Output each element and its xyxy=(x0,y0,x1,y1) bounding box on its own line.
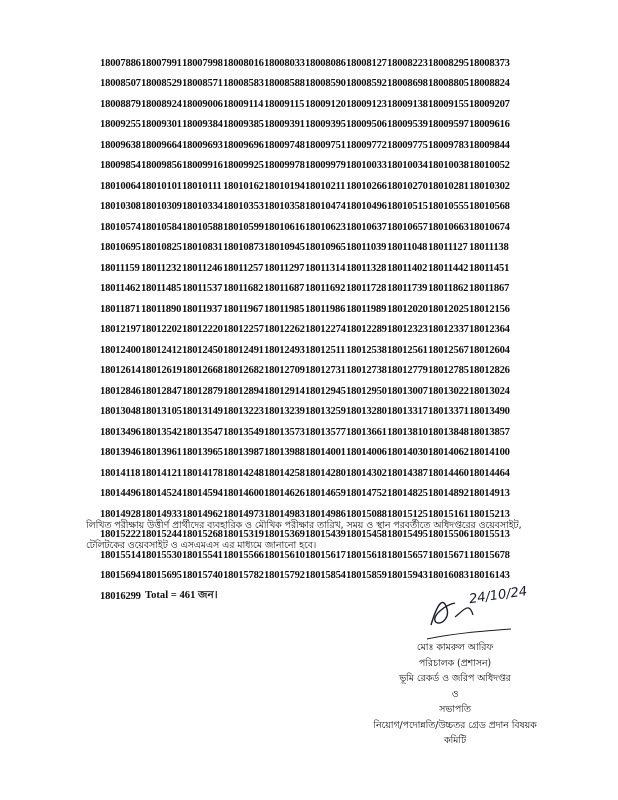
roll-number: 18015566 xyxy=(223,549,264,561)
roll-row xyxy=(100,258,510,279)
roll-number: 18010334 xyxy=(182,201,223,213)
roll-number: 18012491 xyxy=(223,344,264,356)
roll-number: 18008033 xyxy=(264,57,305,69)
roll-number: 18010308 xyxy=(100,201,141,213)
roll-number: 18013542 xyxy=(141,426,182,438)
roll-number: 18015222 xyxy=(100,529,141,541)
roll-number: 18009979 xyxy=(305,160,346,172)
roll-number: 18013496 xyxy=(100,426,141,438)
roll-number: 18012950 xyxy=(346,385,387,397)
roll-number: 18013259 xyxy=(305,406,346,418)
roll-number: 18015458 xyxy=(346,529,387,541)
roll-number: 18012538 xyxy=(346,344,387,356)
roll-number: 18011246 xyxy=(182,262,223,274)
roll-number: 18009385 xyxy=(223,119,264,131)
roll-number: 18015213 xyxy=(469,508,510,520)
roll-number: 18009916 xyxy=(182,160,223,172)
roll-number: 18016143 xyxy=(469,570,510,582)
roll-number: 18013857 xyxy=(469,426,510,438)
roll-number: 18011485 xyxy=(141,283,182,295)
roll-number: 18012619 xyxy=(141,365,182,377)
roll-number: 18009301 xyxy=(141,119,182,131)
roll-number: 18012025 xyxy=(428,303,469,315)
roll-number: 18013024 xyxy=(469,385,510,397)
roll-number: 18008590 xyxy=(305,78,346,90)
roll-number: 18012450 xyxy=(182,344,223,356)
roll-number: 18008698 xyxy=(387,78,428,90)
roll-number: 18013549 xyxy=(223,426,264,438)
roll-number: 18013848 xyxy=(428,426,469,438)
roll-row xyxy=(100,115,510,136)
roll-number: 18014118 xyxy=(100,467,141,479)
roll-number: 18009693 xyxy=(182,139,223,151)
roll-number: 18014986 xyxy=(305,508,346,520)
roll-number: 18010663 xyxy=(428,221,469,233)
roll-number: 18011297 xyxy=(264,262,305,274)
roll-number: 18011967 xyxy=(223,303,264,315)
roll-number: 18014001 xyxy=(305,447,346,459)
roll-number: 18015671 xyxy=(428,549,469,561)
roll-number: 18012323 xyxy=(387,324,428,336)
roll-number: 18010358 xyxy=(264,201,305,213)
roll-number: 18012894 xyxy=(223,385,264,397)
roll-number: 18011451 xyxy=(469,262,510,274)
roll-number: 18012156 xyxy=(469,303,510,315)
roll-number: 18010270 xyxy=(387,180,428,192)
roll-number: 18012668 xyxy=(182,365,223,377)
roll-number: 18008529 xyxy=(141,78,182,90)
notice-text: লিখিত পরীক্ষায় উত্তীর্ণ প্রার্থীদের ব্যবহারিক ও মৌখিক পরীক্ষার তারিখ, সময় ও স্থান পরবর্তীতে অধিদপ্তরের ওয়েবসাইট, টেলিটকের ওয়েবসাইট ও এসএমএস এর মাধ্যমে জানানো হবে। xyxy=(86,520,522,551)
signatory-name: মোঃ কামরুল আরিফ xyxy=(416,642,494,653)
roll-number: 18013946 xyxy=(100,447,141,459)
roll-number: 18013105 xyxy=(141,406,182,418)
roll-number: 18014062 xyxy=(428,447,469,459)
roll-number: 18012945 xyxy=(305,385,346,397)
roll-number: 18015369 xyxy=(264,529,305,541)
roll-number: 18008588 xyxy=(264,78,305,90)
roll-number: 18015268 xyxy=(182,529,223,541)
roll-row xyxy=(100,402,510,423)
roll-number: 18011728 xyxy=(346,283,387,295)
roll-number: 18015088 xyxy=(346,508,387,520)
roll-row xyxy=(100,279,510,300)
roll-number: 18011867 xyxy=(469,283,510,295)
roll-number: 18011537 xyxy=(182,283,223,295)
roll-number: 18009978 xyxy=(264,160,305,172)
roll-number: 18009155 xyxy=(428,98,469,110)
roll-number: 18014258 xyxy=(264,467,305,479)
roll-number: 18015792 xyxy=(264,570,305,582)
roll-number: 18012561 xyxy=(387,344,428,356)
roll-number: 18010588 xyxy=(182,221,223,233)
roll-number: 18008583 xyxy=(223,78,264,90)
roll-number: 18011402 xyxy=(387,262,428,274)
roll-number: 18009506 xyxy=(346,119,387,131)
roll-number: 18014825 xyxy=(387,488,428,500)
roll-number: 18014280 xyxy=(305,467,346,479)
roll-number: 18011039 xyxy=(346,242,387,254)
roll-number: 18009539 xyxy=(387,119,428,131)
roll-number: 18009775 xyxy=(387,139,428,151)
roll-number: 18009384 xyxy=(182,119,223,131)
roll-number: 18009123 xyxy=(346,98,387,110)
roll-number: 18013048 xyxy=(100,406,141,418)
roll-number: 18012400 xyxy=(100,344,141,356)
roll-number: 18009854 xyxy=(100,160,141,172)
roll-number: 18012614 xyxy=(100,365,141,377)
roll-number: 18013961 xyxy=(141,447,182,459)
committee-line-2: কমিটি xyxy=(443,735,467,746)
roll-number: 18015513 xyxy=(469,529,510,541)
roll-number: 18008127 xyxy=(346,57,387,69)
roll-number: 18009006 xyxy=(182,98,223,110)
roll-number: 18015694 xyxy=(100,570,141,582)
roll-number: 18012289 xyxy=(346,324,387,336)
roll-number: 18008592 xyxy=(346,78,387,90)
roll-number: 18010302 xyxy=(469,180,510,192)
roll-number: 18012604 xyxy=(469,344,510,356)
roll-row xyxy=(100,443,510,464)
roll-number: 18010034 xyxy=(387,160,428,172)
roll-number: 18009120 xyxy=(305,98,346,110)
signatory-role: সভাপতি xyxy=(439,704,471,715)
roll-number: 18012846 xyxy=(100,385,141,397)
roll-number: 18008879 xyxy=(100,98,141,110)
roll-number: 18008223 xyxy=(387,57,428,69)
roll-number: 18014302 xyxy=(346,467,387,479)
roll-number: 18013280 xyxy=(346,406,387,418)
roll-number: 18008571 xyxy=(182,78,223,90)
roll-number: 18007886 xyxy=(100,57,141,69)
roll-number: 18012731 xyxy=(305,365,346,377)
roll-number: 18010496 xyxy=(346,201,387,213)
roll-number: 18010637 xyxy=(346,221,387,233)
roll-number: 18013223 xyxy=(223,406,264,418)
roll-number: 18014460 xyxy=(428,467,469,479)
roll-number: 18009751 xyxy=(305,139,346,151)
roll-number: 18008373 xyxy=(469,57,510,69)
roll-number: 18014524 xyxy=(141,488,182,500)
roll-number: 18010266 xyxy=(346,180,387,192)
roll-number: 18015439 xyxy=(305,529,346,541)
roll-number: 18011682 xyxy=(223,283,264,295)
signatory-office: ভূমি রেকর্ড ও জরিপ অধিদপ্তর xyxy=(399,673,511,684)
roll-number: 18013490 xyxy=(469,406,510,418)
roll-number: 18010825 xyxy=(141,242,182,254)
roll-number: 18011232 xyxy=(141,262,182,274)
roll-number: 18011159 xyxy=(100,262,140,274)
total-count: Total = 461 জন। xyxy=(145,589,218,601)
roll-number: 18012337 xyxy=(428,324,469,336)
roll-number: 18012412 xyxy=(141,344,182,356)
roll-number: 18014121 xyxy=(141,467,182,479)
roll-row xyxy=(100,484,510,505)
roll-number: 18015541 xyxy=(182,549,223,561)
roll-number: 18013577 xyxy=(305,426,346,438)
roll-number: 18015740 xyxy=(182,570,223,582)
roll-number: 18012197 xyxy=(100,324,141,336)
roll-number: 18010281 xyxy=(428,180,469,192)
roll-number: 18016299 xyxy=(100,590,141,602)
roll-number: 18010657 xyxy=(387,221,428,233)
roll-number: 18009391 xyxy=(264,119,305,131)
roll-number: 18008086 xyxy=(305,57,346,69)
roll-number: 18014464 xyxy=(469,467,510,479)
roll-number: 18010309 xyxy=(141,201,182,213)
roll-number: 18014600 xyxy=(223,488,264,500)
roll-number: 18015506 xyxy=(428,529,469,541)
roll-number: 18009115 xyxy=(264,98,305,110)
roll-number: 18009597 xyxy=(428,119,469,131)
roll-number: 18012879 xyxy=(182,385,223,397)
roll-number: 18014626 xyxy=(264,488,305,500)
roll-number: 18010474 xyxy=(305,201,346,213)
roll-number: 18014594 xyxy=(182,488,223,500)
roll-number: 18014983 xyxy=(264,508,305,520)
roll-number: 18015617 xyxy=(305,549,346,561)
roll-number: 18013149 xyxy=(182,406,223,418)
roll-number: 18009638 xyxy=(100,139,141,151)
roll-number: 18010574 xyxy=(100,221,141,233)
roll-number: 18015244 xyxy=(141,529,182,541)
roll-number: 18013965 xyxy=(182,447,223,459)
roll-number: 18008924 xyxy=(141,98,182,110)
roll-number: 18012682 xyxy=(223,365,264,377)
roll-number: 18015125 xyxy=(387,508,428,520)
roll-number: 18009207 xyxy=(469,98,510,110)
roll-row xyxy=(100,74,510,95)
roll-number: 18015530 xyxy=(141,549,182,561)
roll-number: 18010194 xyxy=(264,180,305,192)
roll-number: 18012826 xyxy=(469,365,510,377)
roll-row xyxy=(100,94,510,115)
roll-number: 18013022 xyxy=(428,385,469,397)
roll-number: 18010616 xyxy=(264,221,305,233)
roll-number: 18012511 xyxy=(305,344,346,356)
roll-number: 18013810 xyxy=(387,426,428,438)
roll-number: 18014752 xyxy=(346,488,387,500)
roll-row xyxy=(100,238,510,259)
roll-number: 18015319 xyxy=(223,529,264,541)
roll-row xyxy=(100,361,510,382)
roll-number: 18014659 xyxy=(305,488,346,500)
roll-row xyxy=(100,197,510,218)
conjunction-text: ও xyxy=(451,688,459,700)
roll-number: 18015854 xyxy=(305,570,346,582)
roll-number: 18010033 xyxy=(346,160,387,172)
roll-number: 18012785 xyxy=(428,365,469,377)
roll-number: 18010555 xyxy=(428,201,469,213)
signature-mark xyxy=(425,575,535,645)
roll-number: 18011048 xyxy=(387,242,428,254)
roll-number: 18014030 xyxy=(387,447,428,459)
roll-number: 18010674 xyxy=(469,221,510,233)
roll-number: 18012274 xyxy=(305,324,346,336)
roll-row xyxy=(100,463,510,484)
roll-number: 18010599 xyxy=(223,221,264,233)
roll-number: 18012202 xyxy=(141,324,182,336)
roll-number: 18009925 xyxy=(223,160,264,172)
roll-number: 18014248 xyxy=(223,467,264,479)
roll-number: 18011314 xyxy=(305,262,346,274)
roll-number: 18013007 xyxy=(387,385,428,397)
roll-number: 18010211 xyxy=(305,180,346,192)
roll-row xyxy=(100,156,510,177)
roll-number: 18011692 xyxy=(305,283,346,295)
roll-number: 18008295 xyxy=(428,57,469,69)
roll-number: 18015678 xyxy=(469,549,510,561)
roll-number: 18010064 xyxy=(100,180,141,192)
roll-number: 18007991 xyxy=(141,57,182,69)
roll-number: 18009844 xyxy=(469,139,510,151)
roll-row xyxy=(100,320,510,341)
roll-number: 18016083 xyxy=(428,570,469,582)
roll-number: 18008016 xyxy=(223,57,264,69)
roll-number: 18010353 xyxy=(223,201,264,213)
roll-number: 18012020 xyxy=(387,303,428,315)
roll-row xyxy=(100,135,510,156)
roll-number: 18011871 xyxy=(100,303,141,315)
roll-number: 18012493 xyxy=(264,344,305,356)
roll-number: 18011138 xyxy=(469,242,509,254)
roll-number: 18009138 xyxy=(387,98,428,110)
signature-date: 24/10/24 xyxy=(468,584,529,608)
roll-number: 18011986 xyxy=(305,303,346,315)
roll-number: 18008805 xyxy=(428,78,469,90)
roll-number: 18015161 xyxy=(428,508,469,520)
roll-number: 18010515 xyxy=(387,201,428,213)
roll-row xyxy=(100,176,510,197)
roll-number: 18015943 xyxy=(387,570,428,582)
roll-number: 18012847 xyxy=(141,385,182,397)
roll-row xyxy=(100,299,510,320)
roll-number: 18010038 xyxy=(428,160,469,172)
roll-number: 18015610 xyxy=(264,549,305,561)
roll-number: 18014913 xyxy=(469,488,510,500)
roll-number: 18014100 xyxy=(469,447,510,459)
roll-number: 18010831 xyxy=(182,242,223,254)
roll-row xyxy=(100,340,510,361)
roll-number: 18009772 xyxy=(346,139,387,151)
committee-line-1: নিয়োগ/পদোন্নতি/উচ্চতর গ্রেড প্রদান বিষয়ক xyxy=(373,719,537,731)
roll-number: 18011739 xyxy=(387,283,428,295)
roll-number: 18011257 xyxy=(223,262,264,274)
roll-number: 18013239 xyxy=(264,406,305,418)
roll-number: 18012262 xyxy=(264,324,305,336)
signatory-designation: পরিচালক (প্রশাসন) xyxy=(418,657,492,669)
roll-number: 18010584 xyxy=(141,221,182,233)
roll-number: 18011462 xyxy=(100,283,141,295)
roll-number: 18012914 xyxy=(264,385,305,397)
roll-number: 18009664 xyxy=(141,139,182,151)
roll-number: 18010568 xyxy=(469,201,510,213)
roll-number: 18011328 xyxy=(346,262,387,274)
roll-number: 18009114 xyxy=(223,98,264,110)
roll-number: 18009255 xyxy=(100,119,141,131)
roll-number: 18010101 xyxy=(141,180,182,192)
roll-number: 18011989 xyxy=(346,303,387,315)
roll-number: 18007998 xyxy=(182,57,223,69)
roll-number: 18013317 xyxy=(387,406,428,418)
roll-number: 18013371 xyxy=(428,406,469,418)
roll-number: 18014973 xyxy=(223,508,264,520)
roll-number: 18012567 xyxy=(428,344,469,356)
roll-number: 18012220 xyxy=(182,324,223,336)
roll-number: 18013573 xyxy=(264,426,305,438)
roll-number: 18012257 xyxy=(223,324,264,336)
roll-number: 18015695 xyxy=(141,570,182,582)
roll-number: 18010965 xyxy=(305,242,346,254)
roll-number: 18009616 xyxy=(469,119,510,131)
roll-number: 18014178 xyxy=(182,467,223,479)
roll-number: 18014387 xyxy=(387,467,428,479)
roll-number: 18011127 xyxy=(428,242,468,254)
roll-number: 18015618 xyxy=(346,549,387,561)
roll-number: 18015859 xyxy=(346,570,387,582)
roll-number: 18010945 xyxy=(264,242,305,254)
roll-number: 18014962 xyxy=(182,508,223,520)
roll-number: 18010623 xyxy=(305,221,346,233)
roll-number: 18015782 xyxy=(223,570,264,582)
roll-number: 18010052 xyxy=(469,160,510,172)
roll-number: 18014928 xyxy=(100,508,141,520)
roll-number: 18013987 xyxy=(223,447,264,459)
roll-number: 18013988 xyxy=(264,447,305,459)
roll-number: 18012779 xyxy=(387,365,428,377)
roll-row xyxy=(100,217,510,238)
roll-number: 18010111 xyxy=(182,180,222,192)
roll-number: 18009748 xyxy=(264,139,305,151)
roll-number: 18012364 xyxy=(469,324,510,336)
roll-row xyxy=(100,53,510,74)
roll-number: 18010695 xyxy=(100,242,141,254)
roll-number: 18011890 xyxy=(141,303,182,315)
roll-number: 18012738 xyxy=(346,365,387,377)
roll-number: 18014006 xyxy=(346,447,387,459)
roll-number: 18009783 xyxy=(428,139,469,151)
roll-number: 18011687 xyxy=(264,283,305,295)
roll-number: 18011985 xyxy=(264,303,305,315)
roll-number: 18009696 xyxy=(223,139,264,151)
roll-number: 18009856 xyxy=(141,160,182,172)
roll-number: 18015514 xyxy=(100,549,141,561)
roll-number: 18015657 xyxy=(387,549,428,561)
roll-row xyxy=(100,422,510,443)
roll-number: 18014933 xyxy=(141,508,182,520)
roll-number: 18014892 xyxy=(428,488,469,500)
roll-number: 18008824 xyxy=(469,78,510,90)
roll-number: 18015495 xyxy=(387,529,428,541)
roll-number: 18013547 xyxy=(182,426,223,438)
roll-number: 18014496 xyxy=(100,488,141,500)
roll-number: 18013661 xyxy=(346,426,387,438)
roll-number: 18010873 xyxy=(223,242,264,254)
roll-number: 18008507 xyxy=(100,78,141,90)
roll-row xyxy=(100,381,510,402)
roll-number: 18010162 xyxy=(223,180,264,192)
roll-number: 18009395 xyxy=(305,119,346,131)
roll-number: 18011862 xyxy=(428,283,469,295)
roll-number: 18012709 xyxy=(264,365,305,377)
roll-number: 18011937 xyxy=(182,303,223,315)
signature-block xyxy=(360,640,550,749)
roll-number: 18011442 xyxy=(428,262,469,274)
